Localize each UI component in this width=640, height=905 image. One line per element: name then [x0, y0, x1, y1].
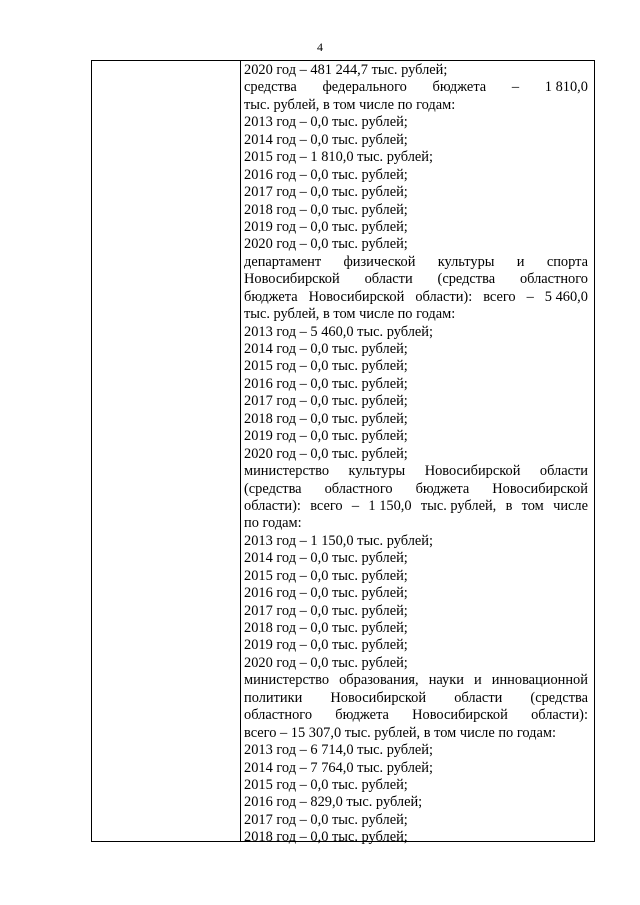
text-word: Новосибирской [244, 271, 340, 288]
text-line: 2014 год – 7 764,0 тыс. рублей; [244, 759, 433, 776]
text-word: области [539, 463, 588, 480]
text-line: 2017 год – 0,0 тыс. рублей; [244, 393, 408, 410]
text-word: (средства [437, 271, 496, 288]
text-line-justified [244, 672, 588, 689]
text-word: физической [343, 253, 416, 270]
text-word: бюджета [335, 707, 389, 724]
text-word: областного [519, 271, 588, 288]
text-word: политики [244, 689, 303, 706]
text-word: Новосибирской [330, 689, 427, 706]
text-line-justified [244, 690, 588, 707]
text-line: 2015 год – 1 810,0 тыс. рублей; [244, 149, 433, 166]
text-word: числе [553, 497, 588, 514]
text-word: спорта [546, 253, 588, 270]
text-line-justified [244, 79, 588, 96]
text-line: 2018 год – 0,0 тыс. рублей; [244, 201, 408, 218]
text-line-justified [244, 481, 588, 498]
text-word: области): [415, 288, 473, 305]
text-line: тыс. рублей, в том числе по годам: [244, 306, 456, 323]
text-line: 2016 год – 0,0 тыс. рублей; [244, 585, 408, 602]
text-line: 2018 год – 0,0 тыс. рублей; [244, 829, 408, 846]
text-word: культуры [348, 463, 406, 480]
text-line: 2017 год – 0,0 тыс. рублей; [244, 811, 408, 828]
text-word: и [474, 672, 482, 689]
text-word: науки [428, 672, 464, 689]
text-word: культуры [437, 253, 495, 270]
text-line-justified [244, 271, 588, 288]
text-line: 2015 год – 0,0 тыс. рублей; [244, 567, 408, 584]
text-word: инновационной [491, 672, 588, 689]
text-line: 2019 год – 0,0 тыс. рублей; [244, 637, 408, 654]
text-word: бюджета [415, 480, 470, 497]
text-word: Новосибирской [412, 707, 508, 724]
text-line-justified [244, 463, 588, 480]
text-word: (средства [244, 480, 302, 497]
text-line-justified [244, 289, 588, 306]
text-word: области [454, 689, 503, 706]
text-word: всего [310, 497, 343, 514]
text-line: 2014 год – 0,0 тыс. рублей; [244, 341, 408, 357]
text-line: всего – 15 307,0 тыс. рублей, в том числе по годам: [244, 724, 556, 741]
text-word: областного [324, 480, 393, 497]
text-line: 2018 год – 0,0 тыс. рублей; [244, 620, 408, 636]
text-line: 2015 год – 0,0 тыс. рублей; [244, 776, 408, 793]
text-line: 2014 год – 0,0 тыс. рублей; [244, 550, 408, 567]
text-word: Новосибирской [492, 480, 588, 497]
text-line: 2016 год – 0,0 тыс. рублей; [244, 375, 408, 392]
text-line: 2019 год – 0,0 тыс. рублей; [244, 218, 408, 235]
text-line: 2013 год – 0,0 тыс. рублей; [244, 114, 408, 131]
text-line: 2013 год – 6 714,0 тыс. рублей; [244, 742, 433, 759]
text-line-justified [244, 498, 588, 515]
text-line: 2020 год – 0,0 тыс. рублей; [244, 445, 408, 462]
text-word: федерального [322, 79, 407, 96]
text-line: 2019 год – 0,0 тыс. рублей; [244, 428, 408, 445]
text-line: 2017 год – 0,0 тыс. рублей; [244, 184, 408, 201]
text-word: в [505, 497, 513, 514]
text-line: 2018 год – 0,0 тыс. рублей; [244, 410, 408, 427]
text-word: (средства [530, 689, 588, 706]
text-line: 2013 год – 1 150,0 тыс. рублей; [244, 532, 433, 549]
text-word: департамент [244, 253, 322, 270]
text-word: бюджета [432, 79, 487, 96]
text-word: 1 150,0 [368, 497, 412, 514]
text-word: областного [244, 707, 313, 724]
text-line-justified [244, 707, 588, 724]
text-word: 5 460,0 [544, 288, 588, 305]
text-word: области [364, 271, 413, 288]
text-line: тыс. рублей, в том числе по годам: [244, 96, 456, 113]
financing-table [91, 60, 595, 846]
text-word: тыс. рублей, [420, 497, 497, 514]
text-word: средства [244, 79, 297, 96]
text-word: области): [531, 707, 588, 724]
text-line: 2013 год – 5 460,0 тыс. рублей; [244, 323, 433, 340]
text-word: всего [483, 288, 516, 305]
table-left-cell [92, 61, 241, 841]
text-word: Новосибирской [424, 463, 521, 480]
text-line: 2016 год – 0,0 тыс. рублей; [244, 166, 408, 183]
text-word: министерство [244, 463, 330, 480]
text-word: образования, [339, 672, 419, 689]
text-line: 2020 год – 0,0 тыс. рублей; [244, 654, 408, 671]
text-word: бюджета [244, 288, 298, 305]
text-line: 2015 год – 0,0 тыс. рублей; [244, 358, 408, 375]
text-line: 2020 год – 481 244,7 тыс. рублей; [244, 62, 448, 78]
text-word: области): [244, 497, 301, 514]
text-word: – [511, 79, 520, 96]
text-word: том [521, 497, 544, 514]
text-word: – [526, 288, 534, 305]
table-right-cell [244, 62, 588, 847]
text-word: и [516, 253, 525, 270]
text-word: Новосибирской [308, 288, 405, 305]
text-line: 2016 год – 829,0 тыс. рублей; [244, 794, 423, 811]
text-line-justified [244, 254, 588, 271]
text-line: по годам: [244, 515, 302, 532]
text-line: 2020 год – 0,0 тыс. рублей; [244, 236, 408, 253]
text-word: – [351, 497, 360, 514]
text-line: 2017 год – 0,0 тыс. рублей; [244, 602, 408, 619]
page-number: 4 [317, 40, 323, 54]
text-word: министерство [244, 672, 330, 689]
text-word: 1 810,0 [544, 79, 588, 96]
text-line: 2014 год – 0,0 тыс. рублей; [244, 131, 408, 148]
